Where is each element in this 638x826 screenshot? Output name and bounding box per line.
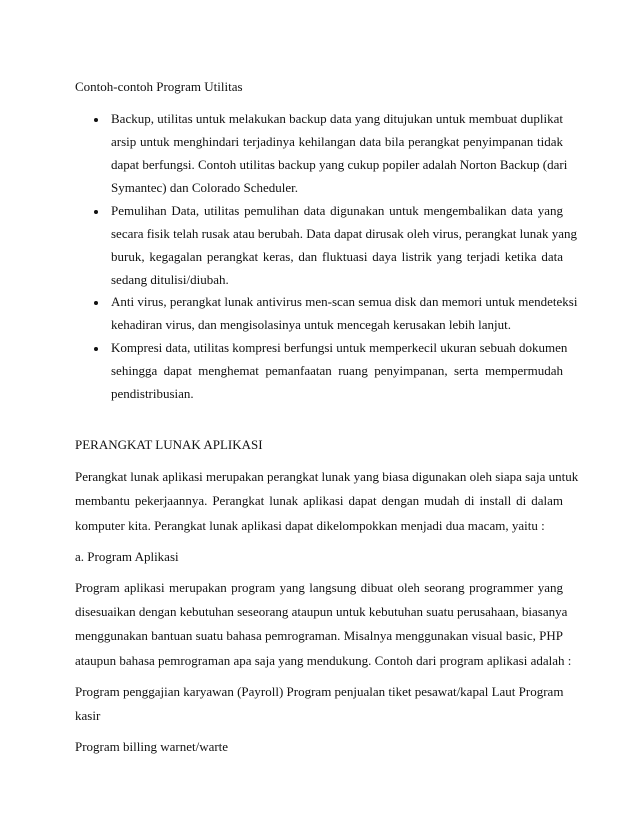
bullet-2-line-2: secara fisik telah rusak atau berubah. Data dapat dirusak oleh virus, perangkat lunak yang <box>111 226 578 241</box>
bullet-dot <box>94 301 98 305</box>
bullet-dot <box>94 210 98 214</box>
bullet-dot <box>94 118 98 122</box>
bullet-2-line-1: Pemulihan Data, utilitas pemulihan data digunakan untuk mengembalikan data yang <box>111 203 563 218</box>
bullet-1-line-4: Symantec) dan Colorado Scheduler. <box>111 180 299 195</box>
program-aplikasi-line-2: disesuaikan dengan kebutuhan seseorang ataupun untuk kebutuhan suatu perusahaan, biasanya <box>75 604 568 619</box>
aplikasi-para-line-2: membantu pekerjaannya. Perangkat lunak aplikasi dapat dengan mudah di install di dalam <box>75 493 563 508</box>
program-aplikasi-line-4: ataupun bahasa pemrograman apa saja yang mendukung. Contoh dari program aplikasi adalah : <box>75 653 572 668</box>
bullet-1-line-1: Backup, utilitas untuk melakukan backup data yang ditujukan untuk membuat duplikat <box>111 111 563 126</box>
examples-line-2: kasir <box>75 708 101 723</box>
last-line: Program billing warnet/warte <box>75 739 229 754</box>
aplikasi-para-line-3: komputer kita. Perangkat lunak aplikasi dapat dikelompokkan menjadi dua macam, yaitu : <box>75 518 545 533</box>
bullet-2-line-3: buruk, kegagalan perangkat keras, dan fluktuasi daya listrik yang terjadi ketika data <box>111 249 563 264</box>
bullet-4-line-3: pendistribusian. <box>111 386 194 401</box>
bullet-3-line-1: Anti virus, perangkat lunak antivirus men-scan semua disk dan memori untuk mendeteksi <box>111 294 578 309</box>
bullet-1-line-3: dapat berfungsi. Contoh utilitas backup yang cukup popiler adalah Norton Backup (dari <box>111 157 568 172</box>
aplikasi-para-line-1: Perangkat lunak aplikasi merupakan perangkat lunak yang biasa digunakan oleh siapa saja untuk <box>75 469 579 484</box>
aplikasi-heading: PERANGKAT LUNAK APLIKASI <box>75 437 263 452</box>
bullet-3-line-2: kehadiran virus, dan mengisolasinya untuk mencegah kerusakan lebih lanjut. <box>111 317 511 332</box>
bullet-4-line-2: sehingga dapat menghemat pemanfaatan ruang penyimpanan, serta mempermudah <box>111 363 563 378</box>
bullet-4-line-1: Kompresi data, utilitas kompresi berfungsi untuk memperkecil ukuran sebuah dokumen <box>111 340 568 355</box>
examples-line-1: Program penggajian karyawan (Payroll) Program penjualan tiket pesawat/kapal Laut Program <box>75 684 564 699</box>
bullet-dot <box>94 347 98 351</box>
bullet-2-line-4: sedang ditulisi/diubah. <box>111 272 229 287</box>
program-aplikasi-line-3: menggunakan bantuan suatu bahasa pemrograman. Misalnya menggunakan visual basic, PHP <box>75 628 563 643</box>
program-aplikasi-line-1: Program aplikasi merupakan program yang langsung dibuat oleh seorang programmer yang <box>75 580 563 595</box>
bullet-1-line-2: arsip untuk menghindari terjadinya kehilangan data bila perangkat penyimpanan tidak <box>111 134 563 149</box>
program-aplikasi-heading: a. Program Aplikasi <box>75 549 179 564</box>
utilitas-heading: Contoh-contoh Program Utilitas <box>75 79 243 94</box>
